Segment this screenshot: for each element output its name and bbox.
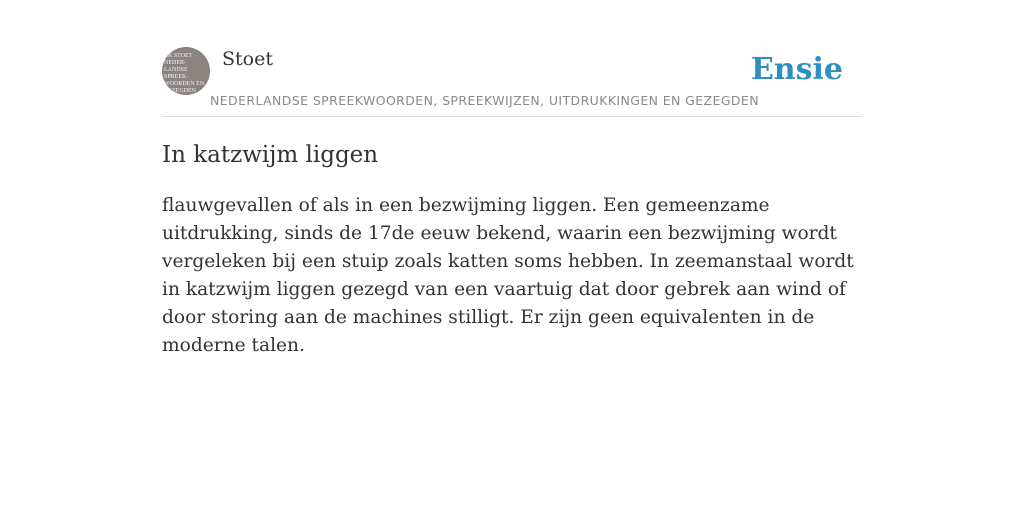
source-title[interactable]: NEDERLANDSE SPREEKWOORDEN, SPREEKWIJZEN, UITDRUKKINGEN EN GEZEGDEN [210,93,759,108]
entry-title: In katzwijm liggen [162,142,379,168]
author-name[interactable]: Stoet [222,48,273,70]
book-cover-avatar[interactable] [162,47,210,95]
ensie-logo[interactable]: Ensie [750,52,843,87]
page-header [162,46,862,117]
entry-definition: flauwgevallen of als in een bezwijming liggen. Een gemeenzame uitdrukking, sinds de 17de eeuw bekend, waarin een bezwijming wordt vergeleken bij een stuip zoals katten soms hebben. In zeemanstaal wordt in katzwijm liggen gezegd van een vaartuig dat door gebrek aan wind of door storing aan de machines stilligt. Er zijn geen equivalenten in de moderne talen. [162,195,854,356]
book-cover-text: RK STOET NEDER- LANDSE SPREEK- WOORDEN EN GEZEGDEN [164,53,205,94]
